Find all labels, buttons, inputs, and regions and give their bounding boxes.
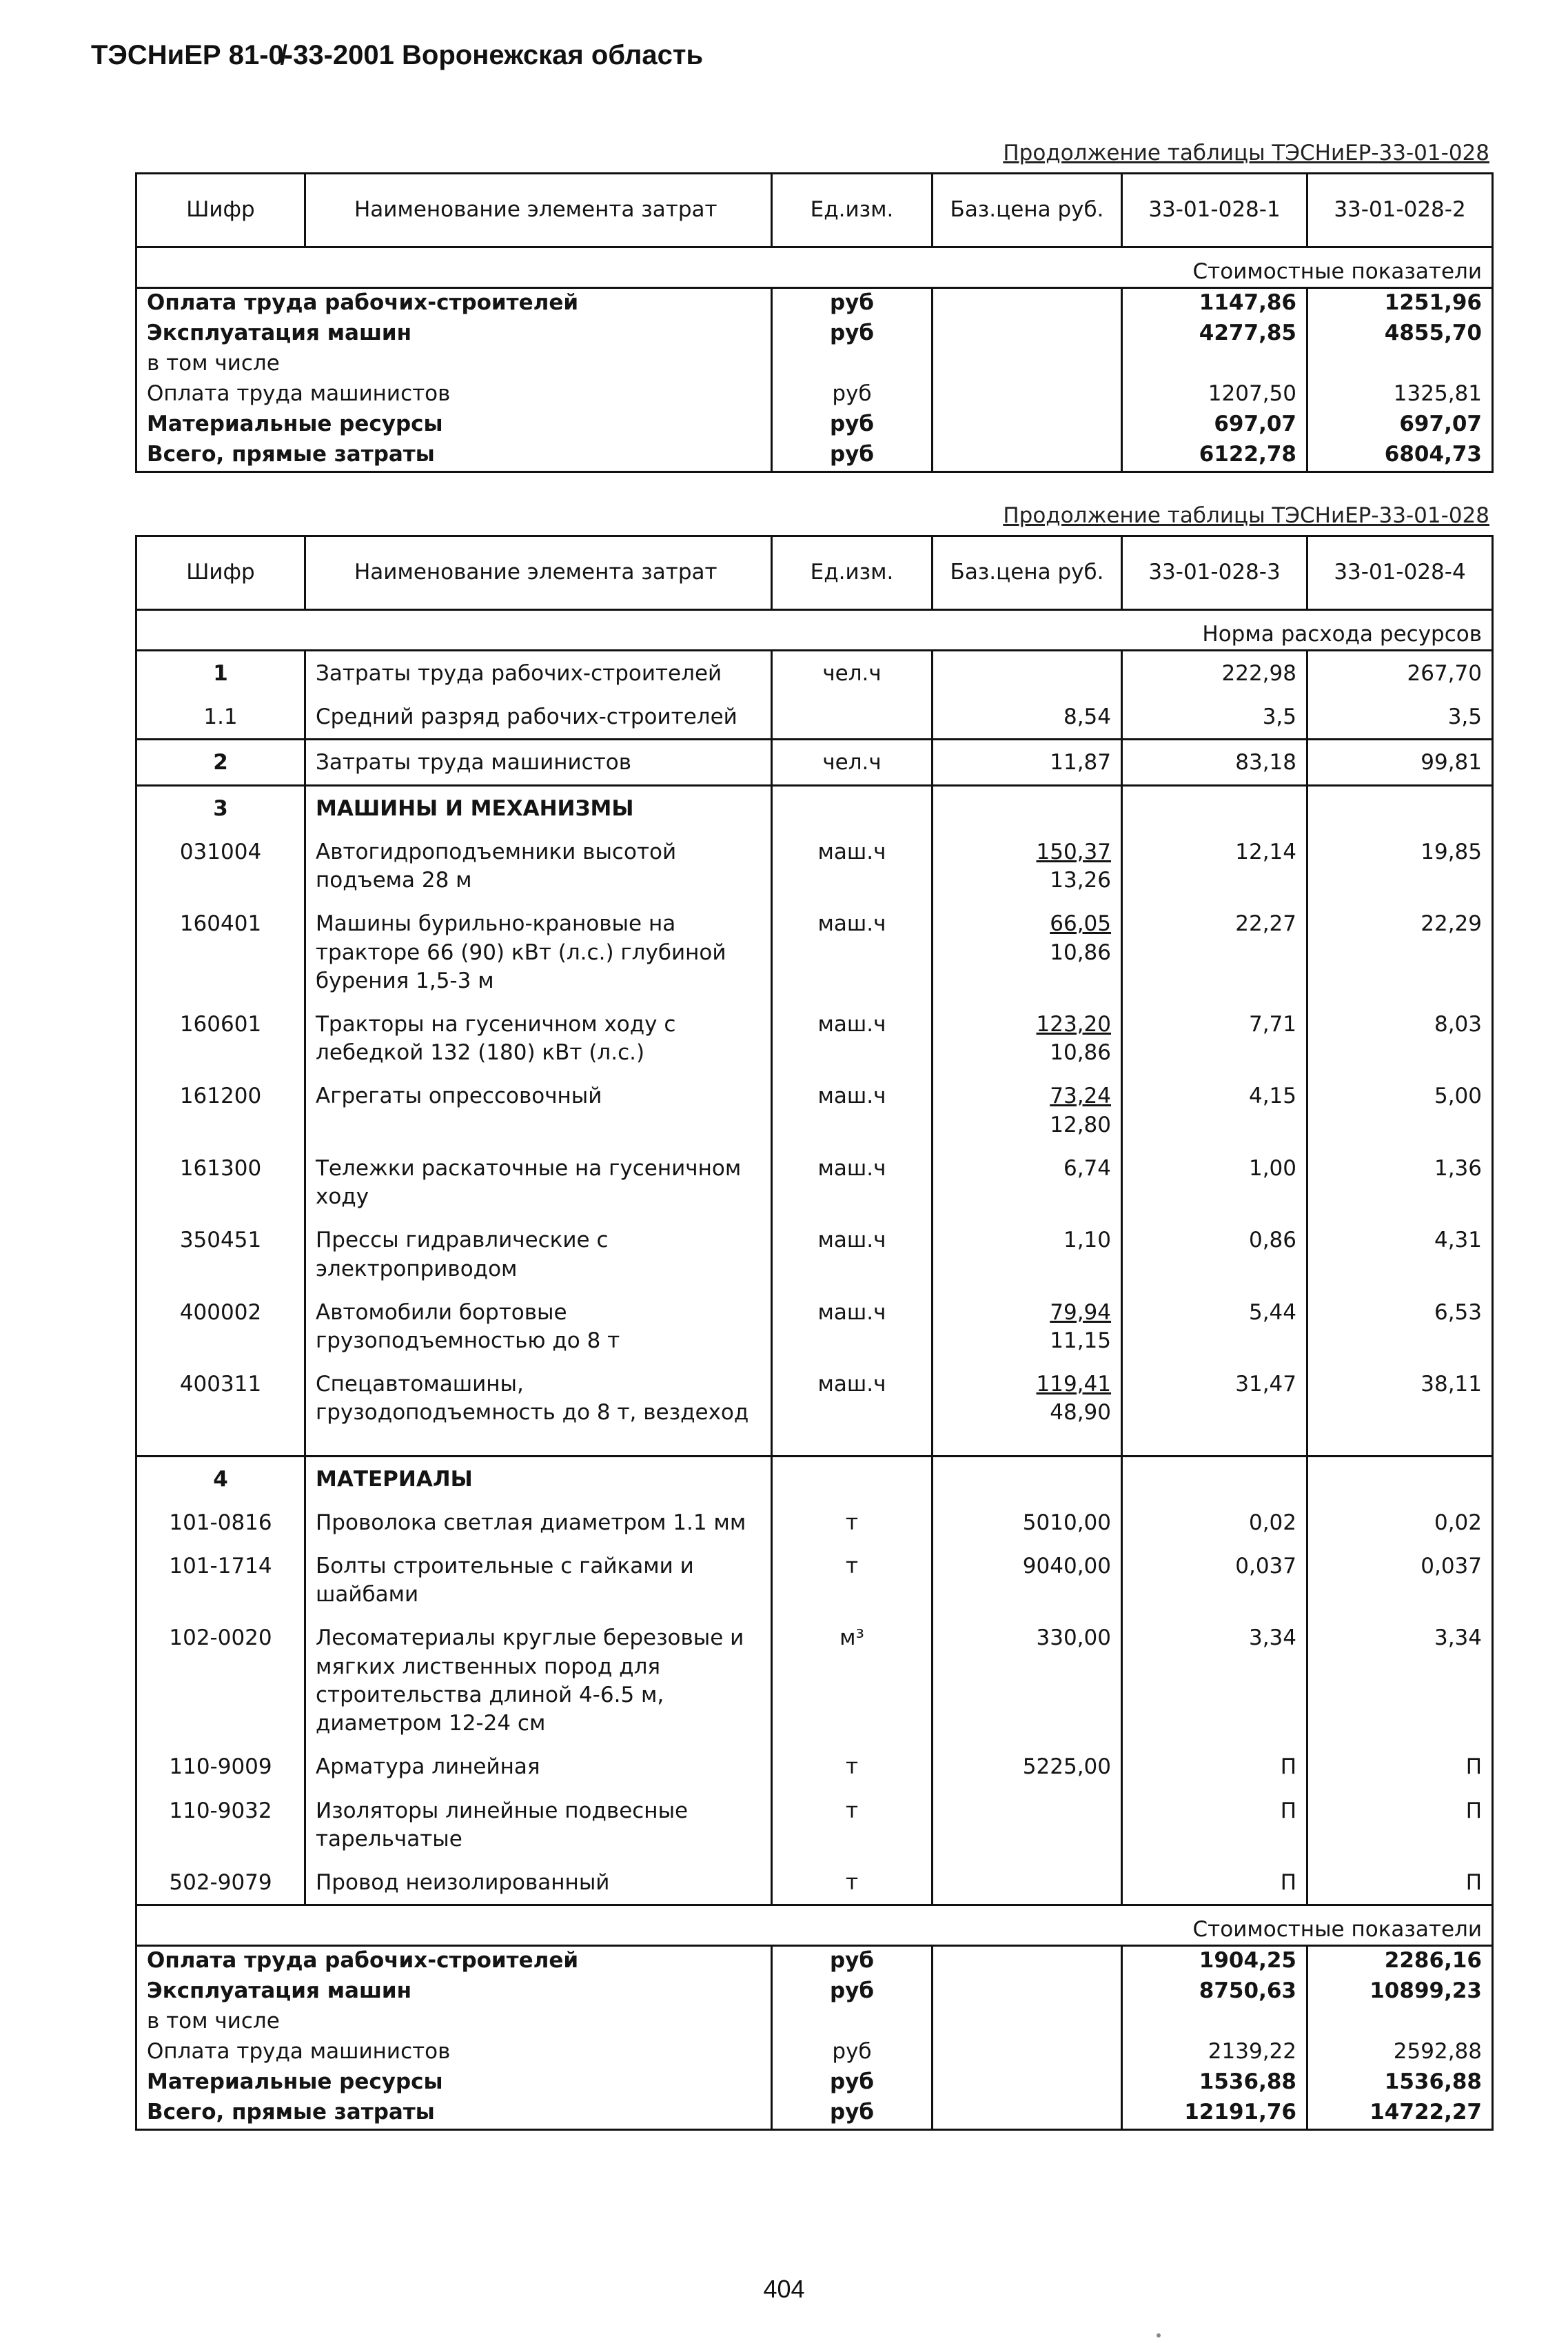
- row-value-col5: П: [1122, 1860, 1307, 1905]
- summary-unit: руб: [772, 1977, 933, 2007]
- section-label-row: [136, 247, 1493, 288]
- summary-value-col6: [1307, 2007, 1493, 2038]
- header-unit: Ед.изм.: [772, 536, 933, 610]
- row-name: Спецавтомашины, грузодоподъемность до 8 т, вездеход: [305, 1362, 772, 1456]
- material-row: [136, 1501, 1493, 1544]
- material-row: [136, 1745, 1493, 1788]
- row-unit: маш.ч: [772, 1218, 933, 1290]
- row-value-col5: П: [1122, 1789, 1307, 1860]
- row-value-col6: 22,29: [1307, 902, 1493, 1002]
- row-code: 400002: [136, 1290, 305, 1362]
- machine-row: [136, 1074, 1493, 1146]
- price-secondary: 48,90: [1050, 1400, 1111, 1426]
- row-name: Провод неизолированный: [305, 1860, 772, 1905]
- material-row: [136, 1544, 1493, 1616]
- summary-value-col6: [1307, 349, 1493, 380]
- summary-unit: [772, 2007, 933, 2038]
- price-secondary: 10,86: [1050, 1040, 1111, 1066]
- summary-unit: руб: [772, 1946, 933, 1978]
- summary-value-col5: 1536,88: [1122, 2068, 1307, 2098]
- row-value-col5: 7,71: [1122, 1002, 1307, 1074]
- row-name: Автомобили бортовые грузоподъемностью до 8 т: [305, 1290, 772, 1362]
- summary-label: в том числе: [136, 349, 772, 380]
- row-unit: маш.ч: [772, 830, 933, 902]
- row-value-col5: 1,00: [1122, 1146, 1307, 1218]
- summary-unit: руб: [772, 2068, 933, 2098]
- section-label-row: [136, 1905, 1493, 1946]
- price-primary: 119,41: [1036, 1372, 1111, 1397]
- summary-unit: руб: [772, 319, 933, 349]
- section-title: МАШИНЫ И МЕХАНИЗМЫ: [305, 785, 772, 830]
- row-value-col5: 31,47: [1122, 1362, 1307, 1456]
- summary-value-col6: 4855,70: [1307, 319, 1493, 349]
- row-value-col5: 0,037: [1122, 1544, 1307, 1616]
- row-price: [933, 651, 1122, 696]
- row-value-col6: 99,81: [1307, 740, 1493, 785]
- summary-row: [136, 410, 1493, 440]
- header-name: Наименование элемента затрат: [305, 174, 772, 247]
- row-unit: т: [772, 1789, 933, 1860]
- machine-row: [136, 1218, 1493, 1290]
- row-price: 330,00: [933, 1616, 1122, 1745]
- row-value-col5: 12,14: [1122, 830, 1307, 902]
- row-unit: т: [772, 1745, 933, 1788]
- header-code: Шифр: [136, 536, 305, 610]
- row-name: Автогидроподъемники высотой подъема 28 м: [305, 830, 772, 902]
- row-value-col6: 4,31: [1307, 1218, 1493, 1290]
- page-number: 404: [763, 2275, 805, 2303]
- summary-value-col5: 1904,25: [1122, 1946, 1307, 1978]
- row-price: 5010,00: [933, 1501, 1122, 1544]
- row-unit: т: [772, 1544, 933, 1616]
- row-code: 102-0020: [136, 1616, 305, 1745]
- price-primary: 66,05: [1050, 911, 1111, 937]
- price-primary: 123,20: [1036, 1011, 1111, 1037]
- summary-label: Материальные ресурсы: [136, 410, 772, 440]
- row-unit: маш.ч: [772, 1146, 933, 1218]
- summary-value-col5: 1147,86: [1122, 288, 1307, 320]
- row-value-col5: 222,98: [1122, 651, 1307, 696]
- header-code: Шифр: [136, 174, 305, 247]
- machine-row: [136, 902, 1493, 1002]
- section-label: Стоимостные показатели: [136, 1905, 1493, 1946]
- row-price: [933, 1146, 1122, 1218]
- summary-price-empty: [933, 349, 1122, 380]
- row-value-col6: 38,11: [1307, 1362, 1493, 1456]
- price-secondary: 10,86: [1050, 940, 1111, 965]
- row-value-col6: 19,85: [1307, 830, 1493, 902]
- header-unit: Ед.изм.: [772, 174, 933, 247]
- row-name: Средний разряд рабочих-строителей: [305, 695, 772, 740]
- row-code: 350451: [136, 1218, 305, 1290]
- header-col6: 33-01-028-2: [1307, 174, 1493, 247]
- row-code: 160401: [136, 902, 305, 1002]
- price-secondary: 13,26: [1050, 868, 1111, 893]
- empty-cell: [1307, 785, 1493, 830]
- row-code: 160601: [136, 1002, 305, 1074]
- row-price: [933, 1860, 1122, 1905]
- material-row: [136, 1789, 1493, 1860]
- material-row: [136, 1616, 1493, 1745]
- row-price: [933, 902, 1122, 1002]
- summary-price-empty: [933, 2007, 1122, 2038]
- row-value-col6: 3,34: [1307, 1616, 1493, 1745]
- table1-continuation-caption: Продолжение таблицы ТЭСНиЕР-33-01-028: [1003, 141, 1489, 165]
- row-name: Проволока светлая диаметром 1.1 мм: [305, 1501, 772, 1544]
- summary-unit: руб: [772, 288, 933, 320]
- row-price: 9040,00: [933, 1544, 1122, 1616]
- summary-value-col5: 12191,76: [1122, 2098, 1307, 2130]
- row-code: 101-1714: [136, 1544, 305, 1616]
- summary-row: [136, 1946, 1493, 1978]
- summary-label: Материальные ресурсы: [136, 2068, 772, 2098]
- summary-unit: руб: [772, 2098, 933, 2130]
- section-label-row: [136, 610, 1493, 651]
- section-code: 3: [136, 785, 305, 830]
- empty-cell: [933, 785, 1122, 830]
- section-label: Стоимостные показатели: [136, 247, 1493, 288]
- summary-price-empty: [933, 2098, 1122, 2130]
- summary-label: Оплата труда машинистов: [136, 2038, 772, 2068]
- row-code: 161200: [136, 1074, 305, 1146]
- row-code: 400311: [136, 1362, 305, 1456]
- summary-row: [136, 288, 1493, 320]
- row-value-col5: 3,5: [1122, 695, 1307, 740]
- summary-value-col5: 6122,78: [1122, 440, 1307, 472]
- table2-continuation-caption: Продолжение таблицы ТЭСНиЕР-33-01-028: [1003, 503, 1489, 528]
- row-price: [933, 1218, 1122, 1290]
- price-primary: 73,24: [1050, 1084, 1111, 1109]
- price-secondary: 12,80: [1050, 1112, 1111, 1137]
- row-unit: т: [772, 1860, 933, 1905]
- row-value-col6: 0,037: [1307, 1544, 1493, 1616]
- summary-label: Оплата труда рабочих-строителей: [136, 1946, 772, 1978]
- summary-value-col5: 1207,50: [1122, 380, 1307, 410]
- summary-value-col6: 14722,27: [1307, 2098, 1493, 2130]
- machines-section-row: [136, 785, 1493, 830]
- summary-value-col6: 2286,16: [1307, 1946, 1493, 1978]
- row-value-col6: 267,70: [1307, 651, 1493, 696]
- row-price: [933, 1290, 1122, 1362]
- summary-row: [136, 319, 1493, 349]
- row-unit: т: [772, 1501, 933, 1544]
- summary-label: Оплата труда рабочих-строителей: [136, 288, 772, 320]
- machine-row: [136, 1002, 1493, 1074]
- row-price: [933, 1002, 1122, 1074]
- row-price: 8,54: [933, 695, 1122, 740]
- row-value-col6: 0,02: [1307, 1501, 1493, 1544]
- row-unit: маш.ч: [772, 1002, 933, 1074]
- row-code: 1.1: [136, 695, 305, 740]
- header-name: Наименование элемента затрат: [305, 536, 772, 610]
- summary-value-col6: 697,07: [1307, 410, 1493, 440]
- summary-label: Оплата труда машинистов: [136, 380, 772, 410]
- row-name: Машины бурильно-крановые на тракторе 66 (90) кВт (л.с.) глубиной бурения 1,5-3 м: [305, 902, 772, 1002]
- labor-row: [136, 695, 1493, 740]
- price-primary: 79,94: [1050, 1299, 1111, 1325]
- row-price: 5225,00: [933, 1745, 1122, 1788]
- row-value-col5: 0,86: [1122, 1218, 1307, 1290]
- row-value-col5: 3,34: [1122, 1616, 1307, 1745]
- section-code: 4: [136, 1456, 305, 1501]
- row-code: 031004: [136, 830, 305, 902]
- row-price: [933, 1362, 1122, 1456]
- row-code: 110-9009: [136, 1745, 305, 1788]
- empty-cell: [1307, 1456, 1493, 1501]
- row-name: Прессы гидравлические с электроприводом: [305, 1218, 772, 1290]
- summary-price-empty: [933, 1946, 1122, 1978]
- summary-label: Всего, прямые затраты: [136, 2098, 772, 2130]
- row-value-col6: П: [1307, 1860, 1493, 1905]
- material-row: [136, 1860, 1493, 1905]
- table1-cost-indicators: [135, 172, 1494, 473]
- row-name: Затраты труда машинистов: [305, 740, 772, 785]
- machine-row: [136, 830, 1493, 902]
- header-price: Баз.цена руб.: [933, 536, 1122, 610]
- row-price: [933, 830, 1122, 902]
- empty-cell: [772, 1456, 933, 1501]
- summary-unit: руб: [772, 410, 933, 440]
- summary-price-empty: [933, 380, 1122, 410]
- price-primary: 1,10: [1063, 1228, 1111, 1253]
- scan-speck: [1157, 2333, 1161, 2337]
- summary-unit: руб: [772, 440, 933, 472]
- row-unit: м³: [772, 1616, 933, 1745]
- row-code: 161300: [136, 1146, 305, 1218]
- header-price: Баз.цена руб.: [933, 174, 1122, 247]
- row-unit: чел.ч: [772, 740, 933, 785]
- machine-row: [136, 1290, 1493, 1362]
- row-name: Затраты труда рабочих-строителей: [305, 651, 772, 696]
- row-unit: маш.ч: [772, 1074, 933, 1146]
- summary-price-empty: [933, 440, 1122, 472]
- summary-value-col5: 4277,85: [1122, 319, 1307, 349]
- header-col6: 33-01-028-4: [1307, 536, 1493, 610]
- price-secondary: 11,15: [1050, 1328, 1111, 1353]
- summary-price-empty: [933, 2038, 1122, 2068]
- summary-label: Эксплуатация машин: [136, 1977, 772, 2007]
- table1-header-row: [136, 174, 1493, 247]
- row-value-col5: 22,27: [1122, 902, 1307, 1002]
- summary-value-col5: [1122, 349, 1307, 380]
- summary-value-col5: 697,07: [1122, 410, 1307, 440]
- row-code: 110-9032: [136, 1789, 305, 1860]
- summary-value-col6: 1251,96: [1307, 288, 1493, 320]
- row-value-col5: 83,18: [1122, 740, 1307, 785]
- summary-unit: руб: [772, 380, 933, 410]
- summary-unit: руб: [772, 2038, 933, 2068]
- empty-cell: [772, 785, 933, 830]
- summary-label: Эксплуатация машин: [136, 319, 772, 349]
- row-name: Агрегаты опрессовочный: [305, 1074, 772, 1146]
- summary-row: [136, 2098, 1493, 2130]
- summary-price-empty: [933, 410, 1122, 440]
- row-value-col6: 5,00: [1307, 1074, 1493, 1146]
- summary-value-col6: 10899,23: [1307, 1977, 1493, 2007]
- summary-value-col5: 2139,22: [1122, 2038, 1307, 2068]
- row-price: 11,87: [933, 740, 1122, 785]
- row-code: 101-0816: [136, 1501, 305, 1544]
- summary-value-col6: 6804,73: [1307, 440, 1493, 472]
- table2-resource-norms: [135, 535, 1494, 2131]
- row-name: Изоляторы линейные подвесные тарельчатые: [305, 1789, 772, 1860]
- price-primary: 6,74: [1063, 1155, 1111, 1181]
- row-value-col5: П: [1122, 1745, 1307, 1788]
- machine-row: [136, 1362, 1493, 1456]
- summary-row: [136, 2038, 1493, 2068]
- row-value-col6: П: [1307, 1789, 1493, 1860]
- row-unit: [772, 695, 933, 740]
- row-value-col6: П: [1307, 1745, 1493, 1788]
- row-code: 502-9079: [136, 1860, 305, 1905]
- row-name: Болты строительные с гайками и шайбами: [305, 1544, 772, 1616]
- page-header: ТЭСНиЕР 81-0̸-33-2001 Воронежская область: [91, 40, 704, 70]
- summary-price-empty: [933, 288, 1122, 320]
- empty-cell: [1122, 1456, 1307, 1501]
- row-value-col6: 8,03: [1307, 1002, 1493, 1074]
- summary-value-col6: 1325,81: [1307, 380, 1493, 410]
- row-value-col5: 0,02: [1122, 1501, 1307, 1544]
- header-col5: 33-01-028-1: [1122, 174, 1307, 247]
- row-unit: чел.ч: [772, 651, 933, 696]
- summary-row: [136, 2068, 1493, 2098]
- row-unit: маш.ч: [772, 1362, 933, 1456]
- summary-value-col5: [1122, 2007, 1307, 2038]
- row-value-col5: 4,15: [1122, 1074, 1307, 1146]
- summary-price-empty: [933, 319, 1122, 349]
- row-price: [933, 1789, 1122, 1860]
- row-name: Лесоматериалы круглые березовые и мягких лиственных пород для строительства длиной 4-6.5 м, диаметром 12-24 см: [305, 1616, 772, 1745]
- table2-header-row: [136, 536, 1493, 610]
- row-name: Тракторы на гусеничном ходу с лебедкой 132 (180) кВт (л.с.): [305, 1002, 772, 1074]
- section-label: Норма расхода ресурсов: [136, 610, 1493, 651]
- summary-value-col6: 2592,88: [1307, 2038, 1493, 2068]
- header-col5: 33-01-028-3: [1122, 536, 1307, 610]
- summary-row: [136, 380, 1493, 410]
- row-unit: маш.ч: [772, 902, 933, 1002]
- summary-unit: [772, 349, 933, 380]
- row-name: Арматура линейная: [305, 1745, 772, 1788]
- summary-label: Всего, прямые затраты: [136, 440, 772, 472]
- machine-row: [136, 1146, 1493, 1218]
- section-title: МАТЕРИАЛЫ: [305, 1456, 772, 1501]
- summary-value-col6: 1536,88: [1307, 2068, 1493, 2098]
- materials-section-row: [136, 1456, 1493, 1501]
- row-unit: маш.ч: [772, 1290, 933, 1362]
- price-primary: 150,37: [1036, 839, 1111, 864]
- summary-row: [136, 440, 1493, 472]
- row-value-col6: 3,5: [1307, 695, 1493, 740]
- summary-row: [136, 2007, 1493, 2038]
- empty-cell: [1122, 785, 1307, 830]
- row-value-col6: 6,53: [1307, 1290, 1493, 1362]
- labor-row: [136, 740, 1493, 785]
- summary-value-col5: 8750,63: [1122, 1977, 1307, 2007]
- summary-price-empty: [933, 1977, 1122, 2007]
- row-code: 1: [136, 651, 305, 696]
- empty-cell: [933, 1456, 1122, 1501]
- row-code: 2: [136, 740, 305, 785]
- labor-row: [136, 651, 1493, 696]
- row-name: Тележки раскаточные на гусеничном ходу: [305, 1146, 772, 1218]
- summary-label: в том числе: [136, 2007, 772, 2038]
- summary-price-empty: [933, 2068, 1122, 2098]
- row-value-col6: 1,36: [1307, 1146, 1493, 1218]
- summary-row: [136, 1977, 1493, 2007]
- row-price: [933, 1074, 1122, 1146]
- summary-row: [136, 349, 1493, 380]
- row-value-col5: 5,44: [1122, 1290, 1307, 1362]
